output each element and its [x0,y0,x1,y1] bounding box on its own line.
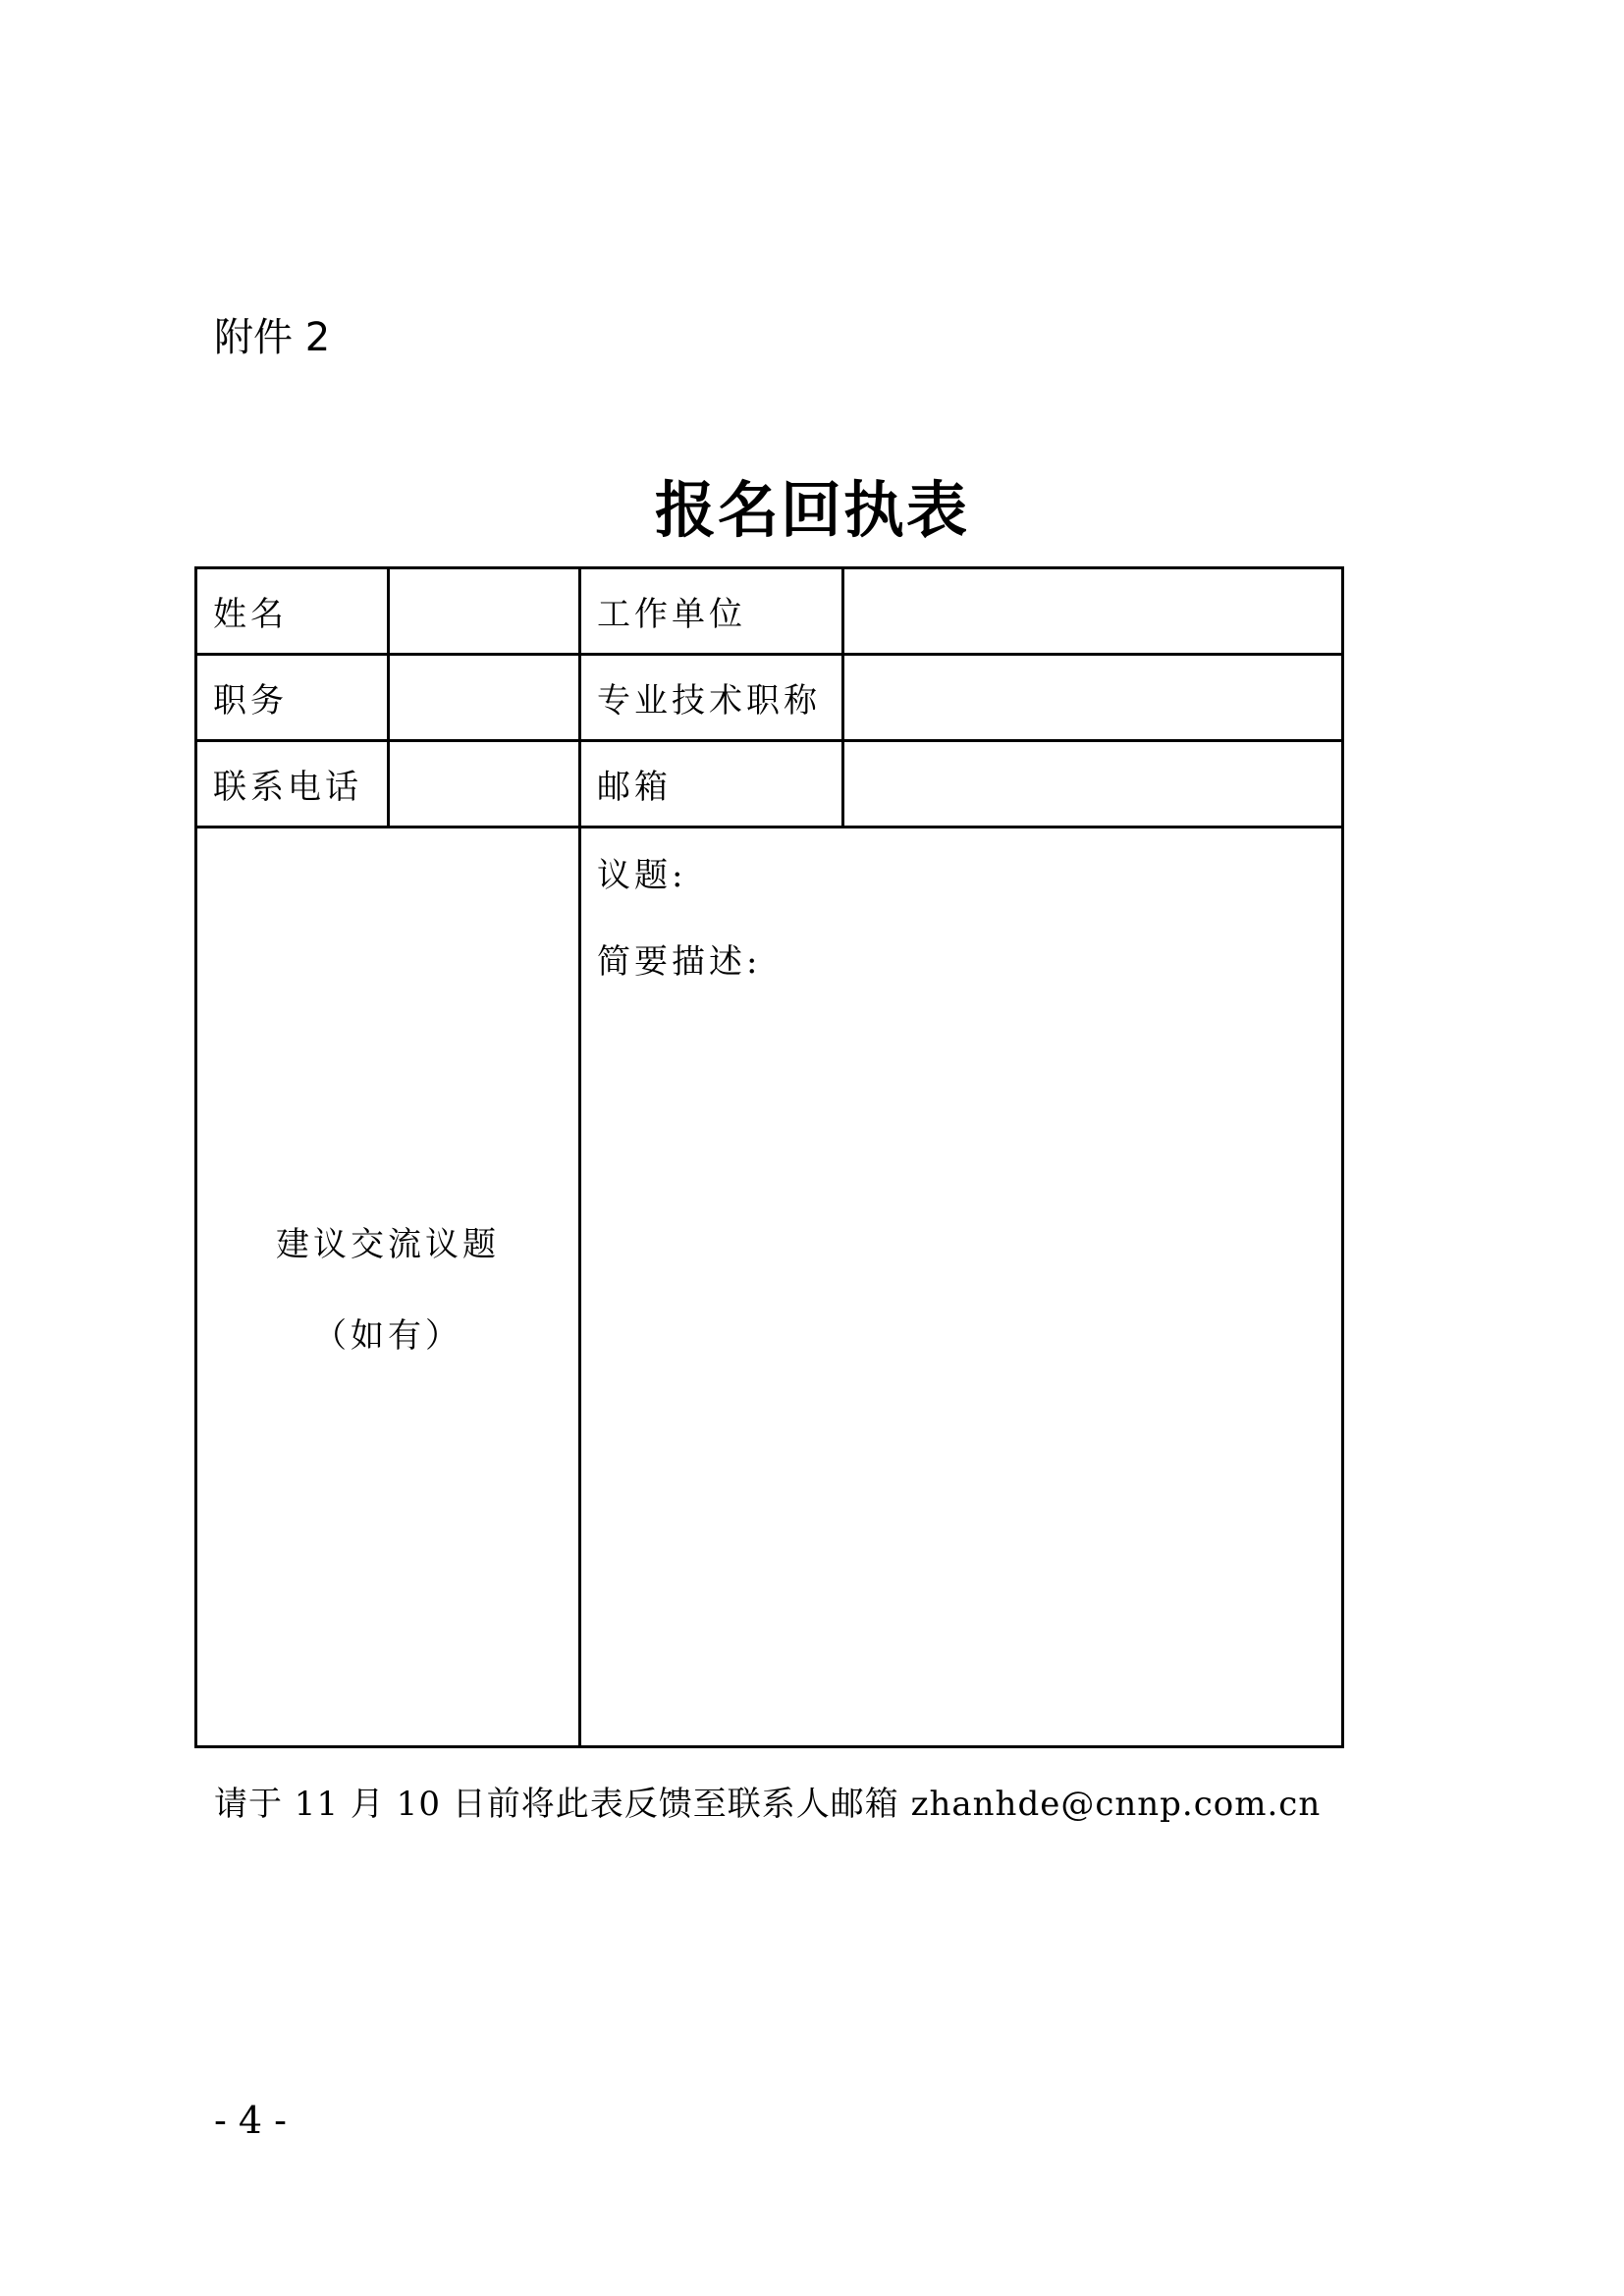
work-unit-label: 工作单位 [580,568,843,655]
position-label: 职务 [196,655,389,741]
professional-title-field[interactable] [843,655,1343,741]
email-field[interactable] [843,741,1343,828]
table-row [196,741,1343,828]
topic-field-label: 议题: [597,856,687,895]
topic-label: 建议交流议题 [276,1225,500,1264]
topic-label-cell [196,828,580,1747]
email-label: 邮箱 [580,741,843,828]
name-field[interactable] [389,568,580,655]
phone-label: 联系电话 [196,741,389,828]
professional-title-label: 专业技术职称 [580,655,843,741]
description-field-label: 简要描述: [597,942,762,982]
attachment-label: 附件 2 [214,315,331,360]
form-title: 报名回执表 [654,474,969,546]
table-row [196,568,1343,655]
topic-input-cell[interactable] [580,828,1343,1747]
page-number: - 4 - [214,2099,288,2142]
phone-field[interactable] [389,741,580,828]
table-row [196,655,1343,741]
name-label: 姓名 [196,568,389,655]
table-row [196,828,1343,1747]
topic-note: （如有） [313,1316,462,1356]
work-unit-field[interactable] [843,568,1343,655]
position-field[interactable] [389,655,580,741]
footer-note: 请于 11 月 10 日前将此表反馈至联系人邮箱 zhanhde@cnnp.com.cn [214,1785,1322,1824]
registration-form-table [194,566,1344,1748]
